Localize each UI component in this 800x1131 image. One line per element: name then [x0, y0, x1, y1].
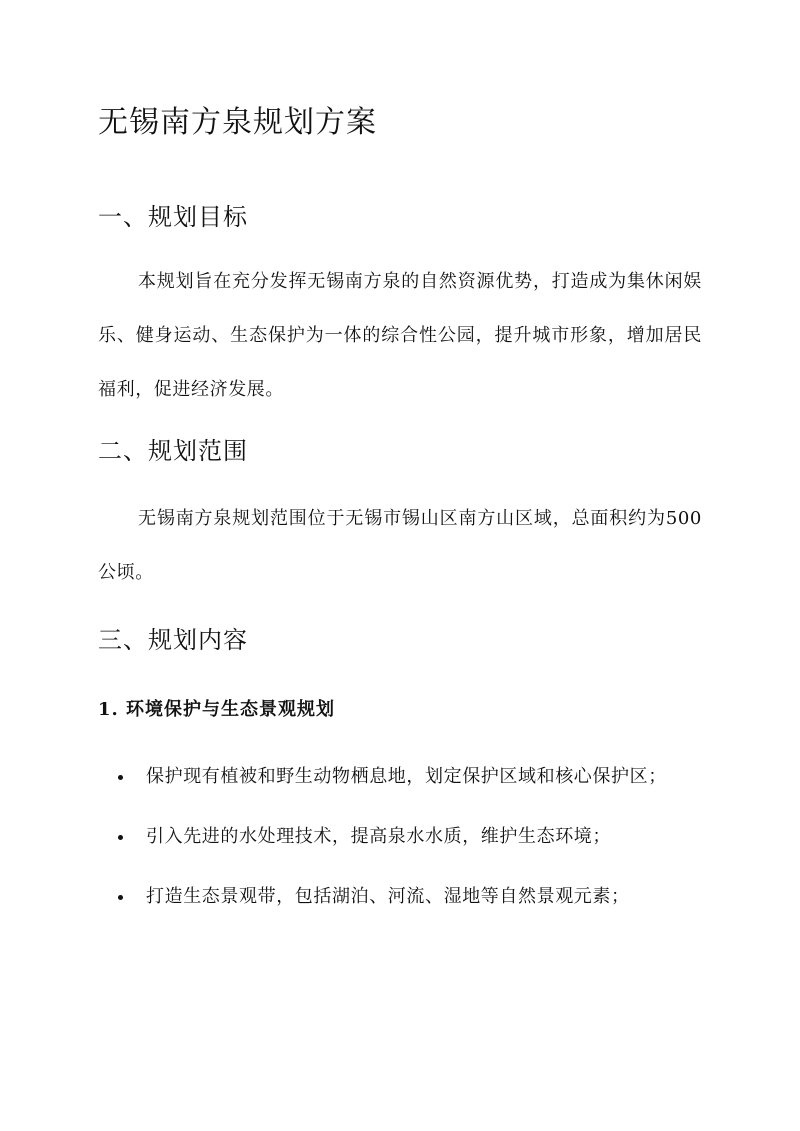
list-item-text: 引入先进的水处理技术，提高泉水水质，维护生态环境； — [146, 826, 611, 847]
bullet-icon — [118, 775, 123, 780]
bullet-icon — [118, 835, 123, 840]
document-title: 无锡南方泉规划方案 — [98, 105, 377, 140]
bullet-icon — [118, 895, 123, 900]
section-paragraph-goals: 本规划旨在充分发挥无锡南方泉的自然资源优势，打造成为集休闲娱乐、健身运动、生态保护为一体的综合性公园，提升城市形象，增加居民福利，促进经济发展。 — [98, 271, 702, 400]
section-heading-scope: 二、规划范围 — [98, 437, 248, 465]
list-item-text: 保护现有植被和野生动物栖息地，划定保护区域和核心保护区； — [146, 766, 667, 787]
list-item — [98, 870, 702, 924]
section-heading-goals: 一、规划目标 — [98, 203, 248, 231]
section-heading-content: 三、规划内容 — [98, 626, 248, 654]
bullet-list — [98, 750, 702, 930]
section-paragraph-scope: 无锡南方泉规划范围位于无锡市锡山区南方山区域，总面积约为500公顷。 — [98, 508, 702, 583]
subsection-heading-environment: 1. 环境保护与生态景观规划 — [98, 699, 336, 720]
list-item — [98, 750, 702, 804]
list-item — [98, 810, 702, 864]
list-item-text: 打造生态景观带，包括湖泊、河流、湿地等自然景观元素； — [146, 886, 630, 907]
